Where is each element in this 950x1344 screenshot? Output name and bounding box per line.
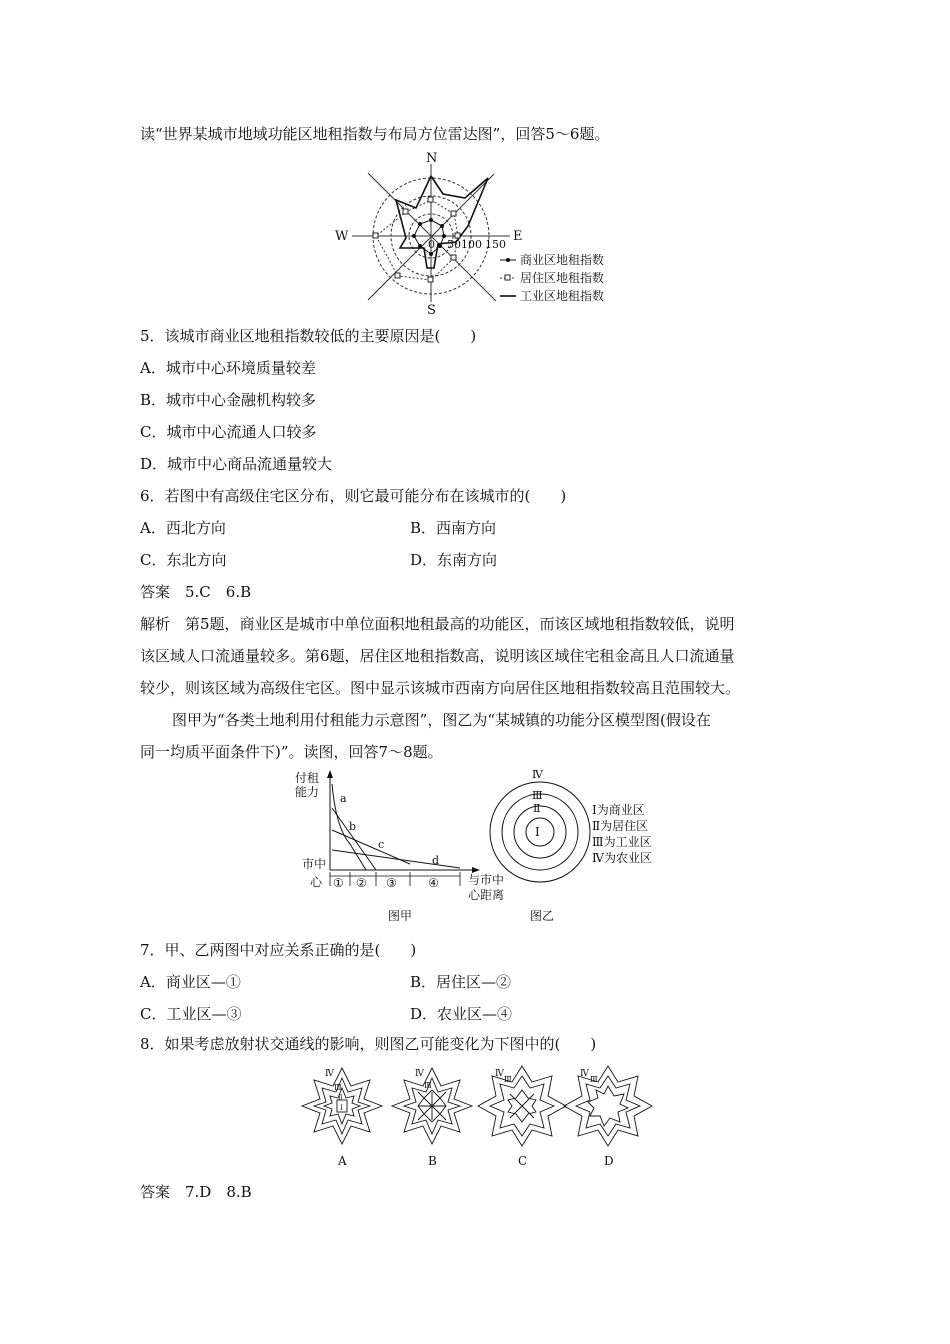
legend-commercial: 商业区地租指数 bbox=[520, 253, 605, 267]
q6-option-c: C．东北方向 bbox=[140, 551, 227, 569]
q5-option-b: B．城市中心金融机构较多 bbox=[140, 391, 317, 409]
east-label: E bbox=[513, 229, 523, 244]
ring-4: Ⅳ bbox=[532, 768, 543, 781]
option-c-label: C bbox=[518, 1154, 528, 1168]
intro2-line-2: 同一均质平面条件下)”。读图，回答7～8题。 bbox=[140, 743, 443, 761]
ring-3: Ⅲ bbox=[532, 789, 543, 802]
a-mark-4: Ⅳ bbox=[325, 1069, 334, 1079]
option-b-diagram bbox=[392, 1068, 472, 1144]
intro-text: 读“世界某城市地域功能区地租指数与布局方位雷达图”，回答5～6题。 bbox=[140, 125, 610, 143]
d-mark-4: Ⅳ bbox=[580, 1069, 589, 1079]
jia-origin-1: 市中 bbox=[302, 857, 327, 871]
north-label: N bbox=[426, 151, 438, 166]
jia-ylabel-2: 能力 bbox=[295, 785, 320, 799]
legend-residential: 居住区地租指数 bbox=[520, 271, 605, 285]
q8-stem: 8．如果考虑放射状交通线的影响，则图乙可能变化为下图中的( ) bbox=[140, 1035, 597, 1053]
option-b-label: B bbox=[428, 1154, 437, 1168]
option-a-label: A bbox=[338, 1154, 347, 1168]
curve-c: c bbox=[378, 838, 385, 851]
jia-ylabel-1: 付租 bbox=[295, 771, 320, 785]
q8-options-figure bbox=[290, 1062, 660, 1172]
q5-option-a: A．城市中心环境质量较差 bbox=[140, 359, 316, 377]
analysis-line-3: 较少，则该区域为高级住宅区。图中显示该城市西南方向居住区地租指数较高且范围较大。 bbox=[140, 679, 741, 697]
jia-origin-2: 心 bbox=[310, 875, 323, 889]
q7-option-b: B．居住区—② bbox=[410, 973, 512, 991]
a-mark-1: Ⅰ bbox=[340, 1104, 343, 1112]
legend-industrial: 工业区地租指数 bbox=[520, 289, 605, 303]
zone-4: ④ bbox=[428, 876, 439, 890]
q6-option-d: D．东南方向 bbox=[410, 551, 498, 569]
analysis-line-1: 解析 第5题，商业区是城市中单位面积地租最高的功能区，而该区域地租指数较低，说明 bbox=[140, 615, 735, 633]
yi-legend-3: Ⅲ为工业区 bbox=[592, 835, 652, 849]
q5-stem: 5．该城市商业区地租指数较低的主要原因是( ) bbox=[140, 327, 477, 345]
yi-legend-2: Ⅱ为居住区 bbox=[592, 819, 649, 833]
option-d-label: D bbox=[604, 1154, 614, 1168]
c-mark-4: Ⅳ bbox=[495, 1069, 504, 1079]
zone-2: ② bbox=[356, 876, 367, 890]
south-label: S bbox=[427, 303, 436, 315]
q7-option-a: A．商业区—① bbox=[140, 973, 241, 991]
figure-yi bbox=[488, 768, 668, 928]
option-c-diagram bbox=[478, 1066, 566, 1146]
q5-option-d: D．城市中心商品流通量较大 bbox=[140, 455, 333, 473]
q5-option-c: C．城市中心流通人口较多 bbox=[140, 423, 317, 441]
b-mark-4: Ⅳ bbox=[415, 1069, 424, 1079]
curve-d: d bbox=[432, 854, 440, 867]
west-label: W bbox=[335, 229, 349, 244]
jia-xlabel-2: 心距离 bbox=[468, 888, 505, 902]
jia-caption: 图甲 bbox=[388, 909, 413, 923]
tick-100: 100 bbox=[461, 238, 482, 251]
b-mark-3: Ⅲ bbox=[424, 1081, 432, 1090]
answer-5-6: 答案 5.C 6.B bbox=[140, 583, 252, 601]
q6-option-a: A．西北方向 bbox=[140, 519, 226, 537]
analysis-line-2: 该区域人口流通量较多。第6题，居住区地租指数高，说明该区域住宅租金高且人口流通量 bbox=[140, 647, 735, 665]
q7-stem: 7．甲、乙两图中对应关系正确的是( ) bbox=[140, 941, 417, 959]
ring-2: Ⅱ bbox=[533, 802, 541, 815]
figure-jia bbox=[290, 768, 520, 928]
a-mark-3: Ⅲ bbox=[334, 1083, 342, 1092]
answer-7-8: 答案 7.D 8.B bbox=[140, 1183, 252, 1201]
q6-stem: 6．若图中有高级住宅区分布，则它最可能分布在该城市的( ) bbox=[140, 487, 567, 505]
option-d-diagram bbox=[564, 1066, 652, 1146]
intro2-line-1: 图甲为“各类土地利用付租能力示意图”，图乙为“某城镇的功能分区模型图(假设在 bbox=[172, 711, 711, 729]
yi-legend-1: Ⅰ为商业区 bbox=[592, 803, 645, 817]
radar-chart bbox=[330, 150, 630, 315]
d-mark-3: Ⅲ bbox=[590, 1075, 598, 1084]
zone-3: ③ bbox=[386, 876, 397, 890]
tick-50: 50 bbox=[447, 238, 461, 251]
curve-a: a bbox=[340, 792, 347, 805]
zone-1: ① bbox=[333, 876, 344, 890]
q7-option-c: C．工业区—③ bbox=[140, 1005, 242, 1023]
tick-150: 150 bbox=[485, 238, 506, 251]
a-mark-2: Ⅱ bbox=[338, 1094, 343, 1102]
jia-xlabel-1: 与市中 bbox=[468, 873, 505, 887]
c-mark-3: Ⅲ bbox=[504, 1075, 512, 1084]
ring-1: Ⅰ bbox=[535, 825, 540, 839]
q7-option-d: D．农业区—④ bbox=[410, 1005, 513, 1023]
curve-b: b bbox=[349, 820, 357, 833]
tick-0: 0 bbox=[428, 238, 435, 251]
yi-legend-4: Ⅳ为农业区 bbox=[592, 851, 652, 865]
yi-caption: 图乙 bbox=[530, 909, 555, 923]
q6-option-b: B．西南方向 bbox=[410, 519, 497, 537]
